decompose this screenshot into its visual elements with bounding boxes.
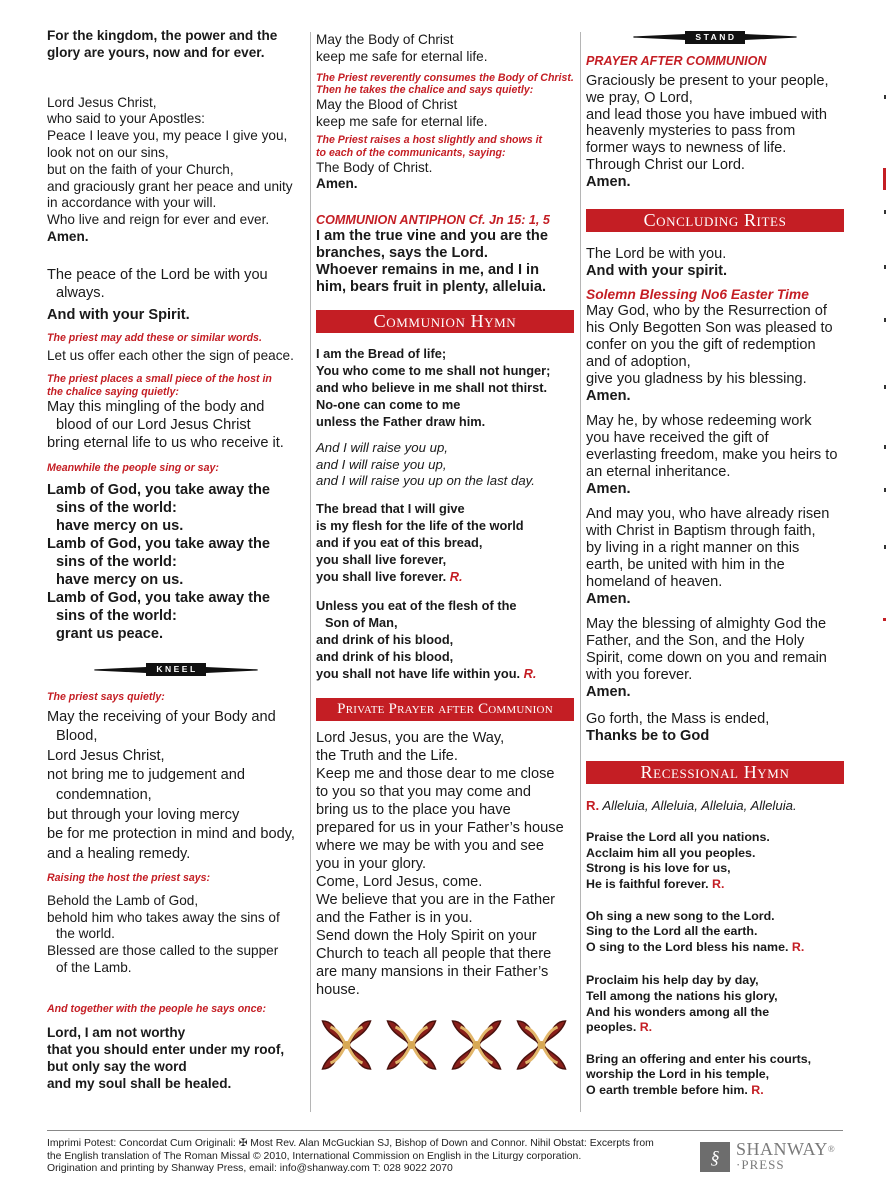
behold-lamb: Behold the Lamb of God, behold him who takes away the sins of the world. Blessed are those called to the supper of the Lamb. (47, 892, 280, 976)
stand-marker: STAND (586, 30, 844, 44)
dismissal: Go forth, the Mass is ended, Thanks be to God (586, 710, 770, 744)
body-of-christ: The Body of Christ. Amen. (316, 160, 574, 194)
edge-mark (884, 545, 886, 549)
celtic-knot-icon (381, 1015, 442, 1075)
lord-not-worthy: Lord, I am not worthy that you should enter under my roof, but only say the word and my soul shall be healed. (47, 1025, 285, 1091)
hymn-verse: I am the Bread of life; You who come to me shall not hunger; and who believe in me shall not thirst. No-one can come to me unless the Father draw him. (316, 346, 551, 430)
column-divider (580, 32, 581, 1112)
recessional-hymn-banner: Recessional Hymn (586, 761, 844, 784)
edge-mark (884, 210, 886, 214)
shanway-logo-icon: § (700, 1142, 730, 1172)
amen: Amen. (316, 176, 358, 192)
hymn-verse: Unless you eat of the flesh of the Son of Man, and drink of his blood, and drink of his blood, you shall not have life within you. R. (316, 597, 537, 681)
footer-rule (47, 1130, 843, 1131)
edge-mark (884, 385, 886, 389)
edge-mark (884, 445, 886, 449)
celtic-knot-ornament (316, 1015, 574, 1075)
response-mark: R. (791, 939, 805, 954)
rubric: The priest says quietly: (47, 690, 165, 703)
response-mark: R. (523, 665, 537, 681)
celtic-knot-icon (446, 1015, 507, 1075)
recessional-verse: Proclaim his help day by day, Tell among the nations his glory, And his wonders among all the peoples. R. (586, 973, 778, 1035)
recessional-verse: Bring an offering and enter his courts, worship the Lord in his temple, O earth tremble before him. R. (586, 1051, 812, 1097)
doxology: For the kingdom, the power and the glory are yours, now and for ever. (47, 28, 278, 60)
dialogue: The Lord be with you. And with your spirit. (586, 245, 728, 279)
response-mark: R. (449, 568, 463, 584)
shanway-press-logo: § SHANWAY® ·PRESS (700, 1138, 845, 1176)
amen: Amen. (586, 683, 631, 700)
recessional-verse: Praise the Lord all you nations. Acclaim him all you peoples. Strong is his love for us, He is faithful forever. R. (586, 830, 770, 891)
concluding-rites-banner: Concluding Rites (586, 209, 844, 232)
rubric: The priest places a small piece of the host in the chalice saying quietly: (47, 373, 272, 398)
edge-mark (883, 168, 886, 190)
peace-prayer: Lord Jesus Christ, who said to your Apostles: Peace I leave you, my peace I give you, look not on our sins, but on the faith of your Church, and graciously grant her peace and unity in accordance with your will. Who live and reign for ever and ever. Amen. (47, 95, 305, 246)
agnus-dei: Lamb of God, you take away the sins of the world: have mercy on us. Lamb of God, you take away the sins of the world: have mercy on us. Lamb of God, you take away the sins of the world: grant us peace. (47, 481, 271, 642)
amen: Amen. (586, 387, 631, 404)
rubric: Raising the host the priest says: (47, 872, 211, 885)
communion-hymn-banner: Communion Hymn (316, 310, 574, 333)
edge-mark (884, 318, 886, 322)
hymn-verse: The bread that I will give is my flesh for the life of the world and if you eat of this bread, you shall live forever, you shall live forever. R. (316, 500, 524, 584)
hymn-refrain: And I will raise you up, and I will raise you up, and I will raise you up on the last day. (316, 440, 535, 489)
celtic-knot-icon (511, 1015, 572, 1075)
celtic-knot-icon (316, 1015, 377, 1075)
response-mark: R. (712, 876, 725, 891)
recessional-refrain: R. Alleluia, Alleluia, Alleluia, Alleluia. (586, 797, 797, 813)
solemn-blessing-heading: Solemn Blessing No6 Easter Time (586, 286, 809, 302)
amen: Amen. (586, 173, 631, 190)
blessing-3: And may you, who have already risen with Christ in Baptism through faith, by living in a right manner on this earth, be united with him in the homeland of heaven. Amen. (586, 506, 844, 608)
private-prayer: Lord Jesus, you are the Way, the Truth and the Life. Keep me and those dear to me close to you so that you may come and bring us to the place you have prepared for us in your Father’s house where we may be with you and see you in your glory. Come, Lord Jesus, come. We believe that you are in the Father and the Father is in you. Send down the Holy Spirit on your Church to teach all people that there are many mansions in their Father’s house. (316, 729, 564, 998)
communion-antiphon: I am the true vine and you are the branches, says the Lord. Whoever remains in me, and I in him, bears fruit in plenty, alleluia. (316, 228, 548, 296)
peace-response: And with your Spirit. (47, 306, 190, 323)
private-prayer-banner: Private Prayer after Communion (316, 698, 574, 721)
mingling-prayer: May this mingling of the body and blood of our Lord Jesus Christ bring eternal life to us who receive it. (47, 399, 284, 452)
prayer-after-communion: Graciously be present to your people, we pray, O Lord, and lead those you have imbued with heavenly mysteries to pass from former ways to newness of life. Through Christ our Lord. Amen. (586, 73, 844, 191)
edge-mark (884, 488, 886, 492)
column-2 (316, 32, 574, 1075)
amen: Amen. (47, 228, 89, 244)
rubric: And together with the people he says once: (47, 1002, 266, 1015)
column-1 (47, 28, 305, 1093)
imprimatur-footer: Imprimi Potest: Concordat Cum Originali: ✠ Most Rev. Alan McGuckian SJ, Bishop of Down and Connor. Nihil Obstat: Excerpts from the English translation of The Roman Missal © 2010, International Commission on English in the Liturgy corporation. Origination and printing by Shanway Press, email: info@shanway.com T: 028 9022 2070 (47, 1138, 654, 1175)
blood-of-christ-prayer: May the Blood of Christ keep me safe for eternal life. (316, 96, 488, 129)
rubric: The Priest raises a host slightly and shows it to each of the communicants, saying: (316, 134, 543, 159)
edge-mark (883, 618, 886, 621)
peace-greeting: The peace of the Lord be with you always. (47, 266, 268, 301)
sign-of-peace: Let us offer each other the sign of peace. (47, 348, 294, 364)
response-mark: R. (639, 1020, 653, 1035)
antiphon-heading: COMMUNION ANTIPHON Cf. Jn 15: 1, 5 (316, 213, 550, 228)
column-3 (586, 30, 844, 1098)
recessional-verse: Oh sing a new song to the Lord. Sing to the Lord all the earth. O sing to the Lord bless his name. R. (586, 908, 805, 954)
rubric: The priest may add these or similar words. (47, 331, 262, 344)
blessing-1: May God, who by the Resurrection of his Only Begotten Son was pleased to confer on you the gift of redemption and of adoption, give you gladness by his blessing. Amen. (586, 303, 844, 405)
kneel-marker: KNEEL (47, 663, 305, 677)
response-mark: R. (751, 1082, 764, 1097)
blessing-2: May he, by whose redeeming work you have received the gift of everlasting freedom, make you heirs to an eternal inheritance. Amen. (586, 413, 844, 498)
edge-mark (884, 265, 886, 269)
amen: Amen. (586, 590, 631, 607)
rubric: Meanwhile the people sing or say: (47, 462, 219, 475)
blessing-4: May the blessing of almighty God the Father, and the Son, and the Holy Spirit, come down on you and remain with you forever. Amen. (586, 616, 844, 701)
amen: Amen. (586, 480, 631, 497)
edge-mark (884, 95, 886, 99)
rubric: The Priest reverently consumes the Body of Christ. Then he takes the chalice and says quietly: (316, 71, 574, 97)
body-of-christ-prayer: May the Body of Christ keep me safe for eternal life. (316, 32, 488, 64)
column-divider (310, 32, 311, 1112)
prayer-after-communion-heading: PRAYER AFTER COMMUNION (586, 54, 767, 68)
receiving-prayer: May the receiving of your Body and Blood, Lord Jesus Christ, not bring me to judgement and condemnation, but through your loving mercy be for me protection in mind and body, and a healing remedy. (47, 708, 295, 862)
response-mark: R. (586, 797, 600, 813)
